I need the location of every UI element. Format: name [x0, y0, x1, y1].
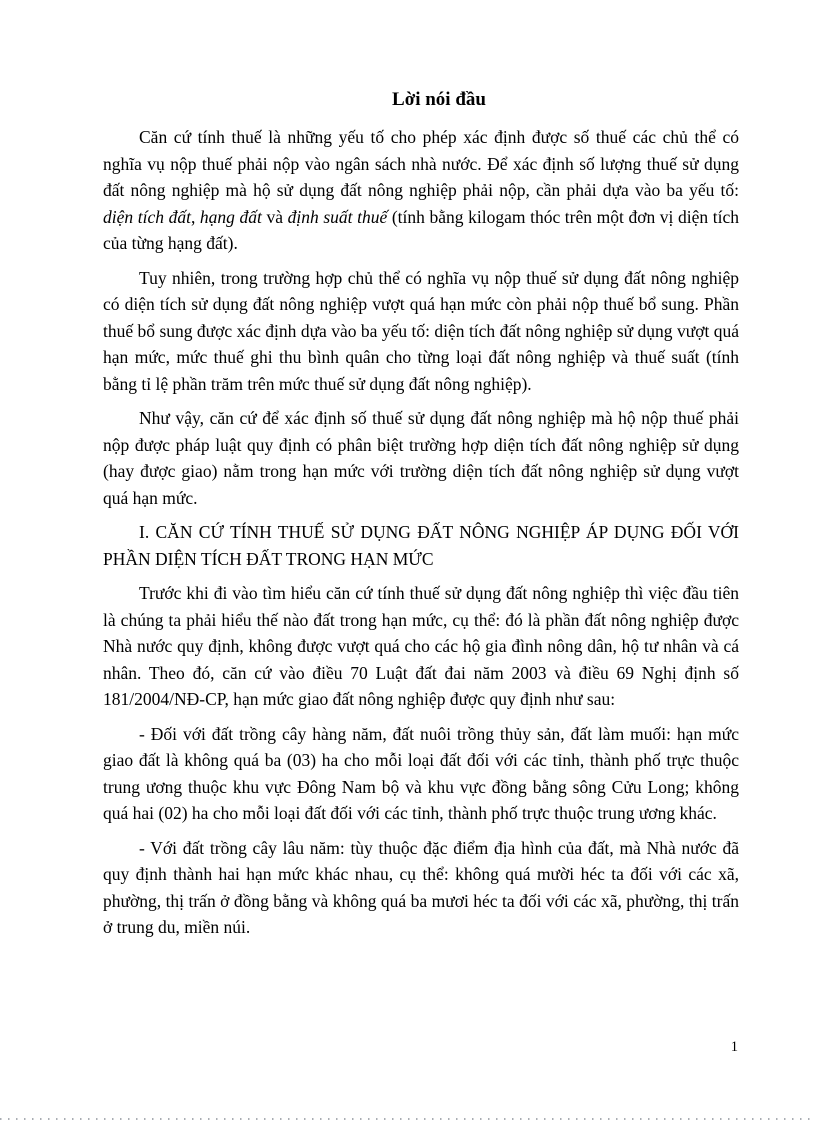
- document-title: Lời nói đầu: [392, 89, 486, 110]
- italic-term-hang-dat: hạng đất: [199, 206, 262, 227]
- section-heading-1: I. CĂN CỨ TÍNH THUẾ SỬ DỤNG ĐẤT NÔNG NGHIỆP ÁP DỤNG ĐỐI VỚI PHẦN DIỆN TÍCH ĐẤT TRONG HẠN MỨC: [103, 522, 739, 569]
- document-content: [103, 86, 739, 949]
- italic-term-dien-tich-dat: diện tích đất: [103, 206, 191, 227]
- paragraph-dat-trong-cay-hang-nam: - Đối với đất trồng cây hàng năm, đất nuôi trồng thủy sản, đất làm muối: hạn mức giao đất là không quá ba (03) ha cho mỗi loại đất đối với các tỉnh, thành phố trực thuộc trung ương thuộc khu vực Đông Nam bộ và khu vực đồng bằng sông Cửu Long; không quá hai (02) ha cho mỗi loại đất đối với các tỉnh, thành phố trực thuộc trung ương khác.: [103, 723, 739, 823]
- paragraph-intro-run-1: Căn cứ tính thuế là những yếu tố cho phép xác định được số thuế các chủ thể có nghĩa vụ nộp thuế phải nộp vào ngân sách nhà nước. Để xác định số lượng thuế sử dụng đất nông nghiệp mà hộ sử dụng đất nông nghiệp phải nộp, cần phải dựa vào ba yếu tố:: [103, 127, 739, 200]
- paragraph-intro-run-2: ,: [190, 206, 200, 227]
- paragraph-intro: [103, 124, 739, 257]
- paragraph-intro-run-3: và: [261, 206, 288, 227]
- paragraph-truoc-khi: Trước khi đi vào tìm hiểu căn cứ tính thuế sử dụng đất nông nghiệp thì việc đầu tiên là chúng ta phải hiểu thế nào đất trong hạn mức, cụ thể: đó là phần đất nông nghiệp được Nhà nước quy định, không được vượt quá cho các hộ gia đình nông dân, hộ tư nhân và cá nhân. Theo đó, căn cứ vào điều 70 Luật đất đai năm 2003 và điều 69 Nghị định số 181/2004/NĐ-CP, hạn mức giao đất nông nghiệp được quy định như sau:: [103, 583, 739, 709]
- page-number: 1: [730, 1039, 738, 1055]
- paragraph-nhu-vay: Như vậy, căn cứ để xác định số thuế sử dụng đất nông nghiệp mà hộ nộp thuế phải nộp được pháp luật quy định có phân biệt trường hợp diện tích đất nông nghiệp sử dụng (hay được giao) nằm trong hạn mức với trường diện tích đất nông nghiệp sử dụng vượt quá hạn mức.: [103, 408, 739, 508]
- paragraph-dat-trong-cay-lau-nam: - Với đất trồng cây lâu năm: tùy thuộc đặc điểm địa hình của đất, mà Nhà nước đã quy định thành hai hạn mức khác nhau, cụ thể: không quá mười héc ta đối với các xã, phường, thị trấn ở đồng bằng và không quá ba mươi héc ta đối với các xã, phường, thị trấn ở trung du, miền núi.: [103, 837, 739, 937]
- paragraph-intro-run-4: (tính bằng kilogam thóc trên một đơn vị diện tích của từng hạng đất).: [103, 206, 739, 253]
- italic-term-dinh-suat-thue: định suất thuế: [287, 206, 388, 227]
- paragraph-tuy-nhien: Tuy nhiên, trong trường hợp chủ thể có nghĩa vụ nộp thuế sử dụng đất nông nghiệp có diện tích sử dụng đất nông nghiệp vượt quá hạn mức còn phải nộp thuế bổ sung. Phần thuế bổ sung được xác định dựa vào ba yếu tố: diện tích đất nông nghiệp sử dụng vượt quá hạn mức, mức thuế ghi thu bình quân cho từng loại đất nông nghiệp và thuế suất (tính bằng tỉ lệ phần trăm trên mức thuế sử dụng đất nông nghiệp).: [103, 267, 739, 394]
- page-break-divider: [0, 1118, 816, 1120]
